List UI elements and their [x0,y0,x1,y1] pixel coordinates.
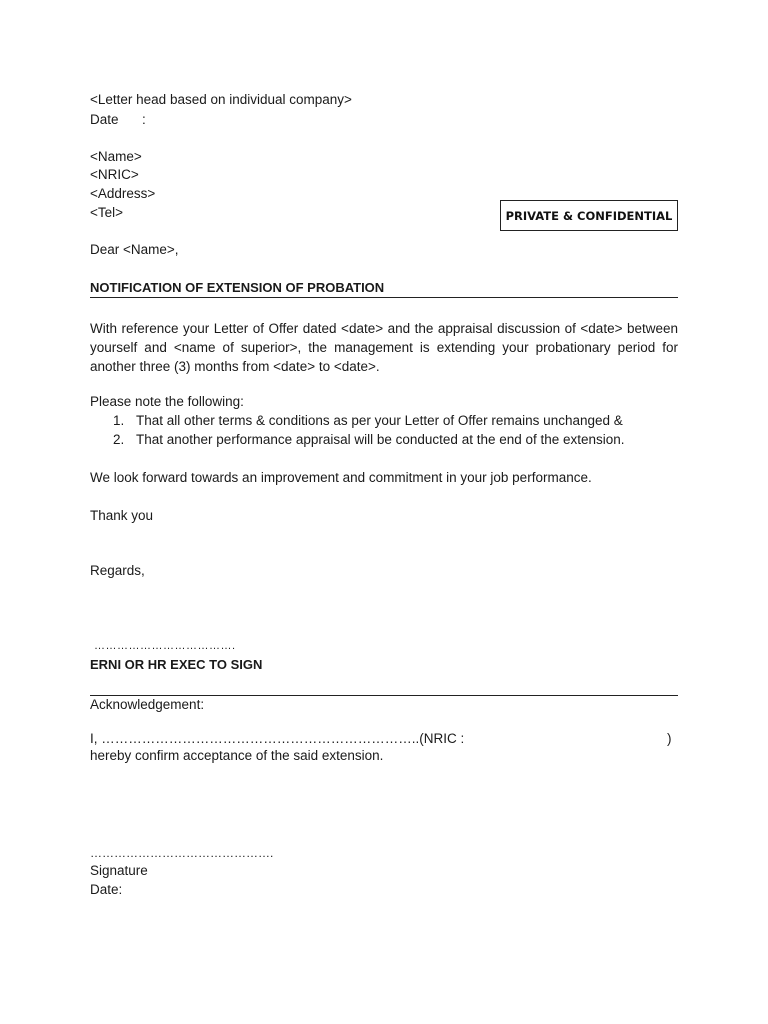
note-intro: Please note the following: [90,394,244,409]
confidential-stamp: PRIVATE & CONFIDENTIAL [500,200,678,231]
nric-close-paren: ) [667,731,672,746]
regards-line: Regards, [90,563,145,578]
recipient-tel: <Tel> [90,205,124,220]
acknowledgement-confirm: hereby confirm acceptance of the said extension. [90,748,384,763]
subject-heading: NOTIFICATION OF EXTENSION OF PROBATION [90,280,385,295]
body-paragraph: With reference your Letter of Offer dated <date> and the appraisal discussion of <date> between yourself and <name of superior>, the management is extending your probationary period for another three (3) months from <date> to <date>. [90,321,678,374]
date-label: Date [90,112,119,127]
section-divider [90,695,678,696]
list-number: 2. [113,432,125,447]
signatory-dots: ………………………………. [94,640,236,652]
thanks-line: Thank you [90,508,154,523]
letterhead-placeholder: <Letter head based on individual company> [90,92,352,107]
date-colon: : [142,112,146,127]
recipient-name: <Name> [90,149,142,164]
acknowledgement-name-line: I, ……………………………………………………………..(NRIC : [90,731,465,746]
salutation: Dear <Name>, [90,242,179,257]
acknowledgement-heading: Acknowledgement: [90,697,205,712]
subject-underline [90,297,678,298]
signature-dots: ………………………………………. [90,846,274,860]
closing-line: We look forward towards an improvement and commitment in your job performance. [90,470,592,485]
recipient-nric: <NRIC> [90,167,139,182]
signature-label: Signature [90,863,148,878]
list-text: That another performance appraisal will be conducted at the end of the extension. [136,432,625,447]
acknowledgement-date-label: Date: [90,882,123,897]
recipient-address: <Address> [90,186,156,201]
list-text: That all other terms & conditions as per your Letter of Offer remains unchanged & [136,413,623,428]
signatory-title: ERNI OR HR EXEC TO SIGN [90,657,263,672]
list-number: 1. [113,413,125,428]
